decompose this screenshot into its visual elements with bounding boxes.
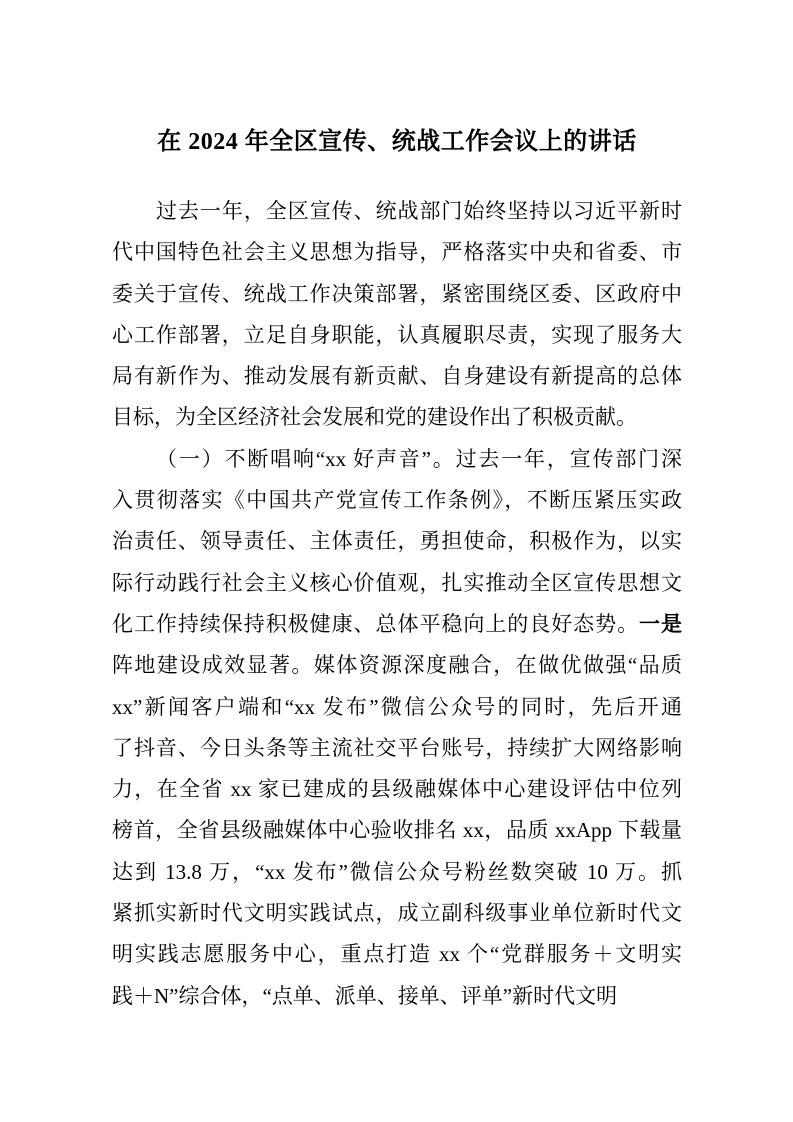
text-line xyxy=(112,645,682,686)
text-line xyxy=(112,934,682,975)
document-title: 在 2024 年全区宣传、统战工作会议上的讲话 xyxy=(157,129,637,155)
text-line xyxy=(112,274,682,315)
text-segment: 委关于宣传、统战工作决策部署，紧密围绕区委、区政府中 xyxy=(112,281,682,306)
text-line xyxy=(112,810,682,851)
text-segment: 明实践志愿服务中心，重点打造 xx 个“党群服务＋文明实 xyxy=(112,942,682,967)
text-segment: 紧抓实新时代文明实践试点，成立副科级事业单位新时代文 xyxy=(112,901,682,926)
text-segment: 代中国特色社会主义思想为指导，严格落实中央和省委、市 xyxy=(112,240,682,265)
text-line xyxy=(112,563,682,604)
text-segment: 了抖音、今日头条等主流社交平台账号，持续扩大网络影响 xyxy=(112,735,682,760)
text-segment: 榜首，全省县级融媒体中心验收排名 xx，品质 xxApp 下载量 xyxy=(112,818,682,843)
text-segment: 过去一年，全区宣传、统战部门始终坚持以习近平新时 xyxy=(156,199,682,223)
text-line xyxy=(112,191,682,232)
text-line xyxy=(112,976,682,1017)
text-segment: 际行动践行社会主义核心价值观，扎实推动全区宣传思想文 xyxy=(112,570,682,595)
text-line xyxy=(112,315,682,356)
text-line xyxy=(112,852,682,893)
text-segment: （一）不断唱响“xx 好声音”。过去一年，宣传部门深 xyxy=(156,446,682,471)
text-segment: 心工作部署，立足自身职能，认真履职尽责，实现了服务大 xyxy=(112,322,682,347)
text-segment: 局有新作为、推动发展有新贡献、自身建设有新提高的总体 xyxy=(112,364,682,389)
text-segment: 达到 13.8 万，“xx 发布”微信公众号粉丝数突破 10 万。抓 xyxy=(112,859,682,884)
text-line xyxy=(112,480,682,521)
text-segment: 化工作持续保持积极健康、总体平稳向上的良好态势。 xyxy=(112,611,640,636)
text-segment: 力，在全省 xx 家已建成的县级融媒体中心建设评估中位列 xyxy=(112,777,682,802)
text-segment: 一是 xyxy=(639,611,682,636)
text-line xyxy=(112,687,682,728)
text-segment: 目标，为全区经济社会发展和党的建设作出了积极贡献。 xyxy=(112,405,637,430)
text-segment: 治责任、领导责任、主体责任，勇担使命，积极作为，以实 xyxy=(112,529,682,554)
text-line xyxy=(112,769,682,810)
text-line xyxy=(112,439,682,480)
text-segment: 践＋N”综合体，“点单、派单、接单、评单”新时代文明 xyxy=(112,983,618,1008)
text-line xyxy=(112,893,682,934)
text-line xyxy=(112,728,682,769)
text-line xyxy=(112,232,682,273)
text-segment: 入贯彻落实《中国共产党宣传工作条例》，不断压紧压实政 xyxy=(112,488,682,513)
text-line xyxy=(112,521,682,562)
text-line xyxy=(112,397,682,438)
text-segment: 阵地建设成效显著。媒体资源深度融合，在做优做强“品质 xyxy=(112,653,682,678)
document-body xyxy=(112,191,682,1017)
text-line xyxy=(112,604,682,645)
text-segment: xx”新闻客户端和“xx 发布”微信公众号的同时，先后开通 xyxy=(112,694,682,719)
text-line xyxy=(112,356,682,397)
